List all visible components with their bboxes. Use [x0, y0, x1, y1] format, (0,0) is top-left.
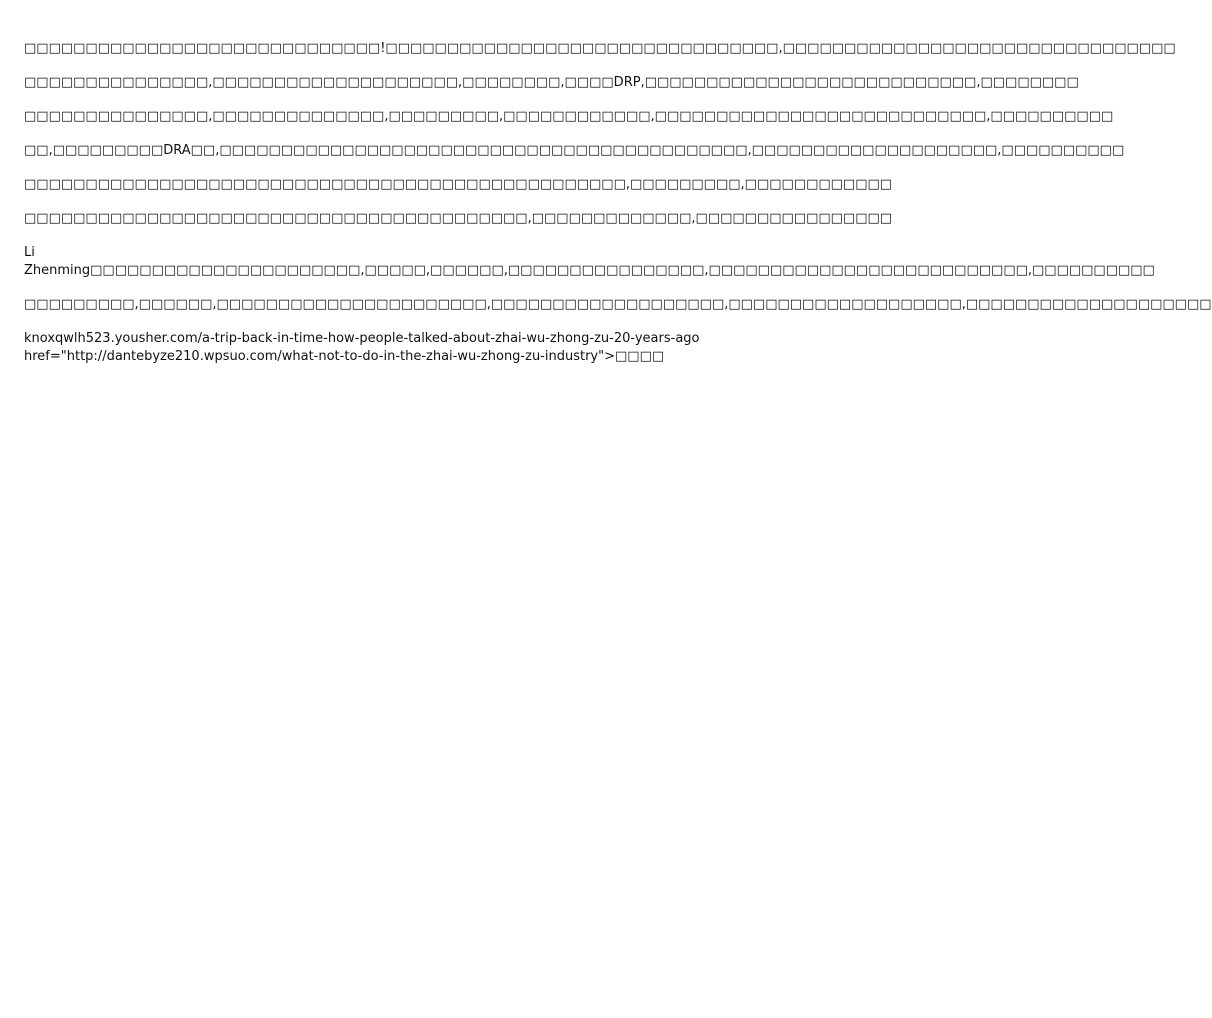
paragraph-4: □□,□□□□□□□□□DRA□□,□□□□□□□□□□□□□□□□□□□□□□□□□□□□□□□□□□□□□□□□□□□,□□□□□□□□□□□□□□□□□□□□,□□□□□□□□□□	[24, 143, 1125, 158]
paragraph-1: □□□□□□□□□□□□□□□□□□□□□□□□□□□□□!□□□□□□□□□□□□□□□□□□□□□□□□□□□□□□□□,□□□□□□□□□□□□□□□□□□□□□□□□□□□□□□□□	[24, 41, 1176, 56]
paragraph-8: □□□□□□□□□,□□□□□□,□□□□□□□□□□□□□□□□□□□□□□,□□□□□□□□□□□□□□□□□□□,□□□□□□□□□□□□□□□□□□□,□□□□□□□□□□□□□□□□□□□□	[24, 297, 1212, 312]
paragraph-3: □□□□□□□□□□□□□□□,□□□□□□□□□□□□□□,□□□□□□□□□,□□□□□□□□□□□□,□□□□□□□□□□□□□□□□□□□□□□□□□□□,□□□□□□□□□□	[24, 109, 1114, 124]
paragraph-5: □□□□□□□□□□□□□□□□□□□□□□□□□□□□□□□□□□□□□□□□□□□□□□□□□,□□□□□□□□□,□□□□□□□□□□□□	[24, 177, 893, 192]
paragraph-6: □□□□□□□□□□□□□□□□□□□□□□□□□□□□□□□□□□□□□□□□□,□□□□□□□□□□□□□,□□□□□□□□□□□□□□□□	[24, 211, 893, 226]
author-name-line: Li	[24, 245, 35, 260]
link-url-2[interactable]: href="http://dantebyze210.wpsuo.com/what-not-to-do-in-the-zhai-wu-zhong-zu-industry">□□□□	[24, 349, 665, 364]
link-url-1[interactable]: knoxqwlh523.yousher.com/a-trip-back-in-time-how-people-talked-about-zhai-wu-zhong-zu-20-years-ago	[24, 331, 700, 346]
author-paragraph	[24, 244, 1155, 280]
paragraph-2: □□□□□□□□□□□□□□□,□□□□□□□□□□□□□□□□□□□□,□□□□□□□□,□□□□DRP,□□□□□□□□□□□□□□□□□□□□□□□□□□□,□□□□□□□□	[24, 75, 1079, 90]
author-text-line: Zhenming□□□□□□□□□□□□□□□□□□□□□□,□□□□□,□□□□□□,□□□□□□□□□□□□□□□□,□□□□□□□□□□□□□□□□□□□□□□□□□□,□□□□□□□□□□	[24, 263, 1155, 278]
link-block	[24, 330, 720, 366]
document-body	[24, 40, 1212, 366]
